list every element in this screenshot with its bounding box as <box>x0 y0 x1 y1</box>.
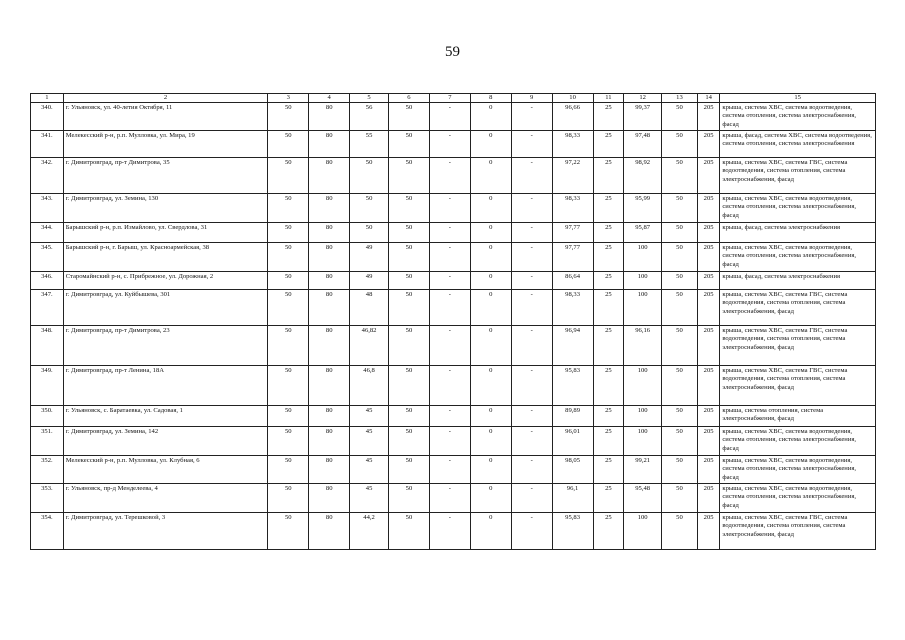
value-cell: 55 <box>350 131 389 158</box>
value-cell: 80 <box>309 484 350 513</box>
value-cell: 25 <box>593 131 624 158</box>
col-header: 5 <box>350 94 389 103</box>
value-cell: - <box>511 513 552 550</box>
value-cell: 46,8 <box>350 366 389 406</box>
value-cell: 205 <box>697 513 720 550</box>
value-cell: 205 <box>697 290 720 326</box>
value-cell: 89,89 <box>552 406 593 427</box>
table-row <box>31 366 876 406</box>
value-cell: 50 <box>268 103 309 131</box>
table-row <box>31 326 876 366</box>
col-header: 15 <box>720 94 876 103</box>
value-cell: - <box>429 223 470 243</box>
address-cell: г. Димитровград, ул. Куйбышева, 301 <box>63 290 268 326</box>
value-cell: 96,01 <box>552 427 593 456</box>
data-table <box>30 93 876 550</box>
value-cell: 50 <box>662 131 698 158</box>
row-number: 347. <box>31 290 64 326</box>
value-cell: 97,48 <box>624 131 662 158</box>
value-cell: 25 <box>593 272 624 290</box>
value-cell: 98,05 <box>552 456 593 484</box>
works-cell: крыша, система ХВС, система водоотведения, система отопления, система электроснабжения, фасад <box>720 456 876 484</box>
table-row <box>31 427 876 456</box>
value-cell: 50 <box>268 484 309 513</box>
col-header: 3 <box>268 94 309 103</box>
table-row <box>31 103 876 131</box>
value-cell: - <box>429 194 470 223</box>
value-cell: - <box>429 484 470 513</box>
value-cell: 98,92 <box>624 158 662 194</box>
value-cell: 0 <box>470 366 511 406</box>
address-cell: Мелекесский р-н, р.п. Мулловка, ул. Мира, 19 <box>63 131 268 158</box>
col-header: 10 <box>552 94 593 103</box>
value-cell: 80 <box>309 223 350 243</box>
works-cell: крыша, система ХВС, система ГВС, система водоотведения, система отопления, система электроснабжения, фасад <box>720 513 876 550</box>
value-cell: 50 <box>389 406 430 427</box>
value-cell: - <box>511 484 552 513</box>
value-cell: 80 <box>309 427 350 456</box>
row-number: 346. <box>31 272 64 290</box>
value-cell: 48 <box>350 290 389 326</box>
row-number: 342. <box>31 158 64 194</box>
works-cell: крыша, система ХВС, система водоотведения, система отопления, система электроснабжения, фасад <box>720 103 876 131</box>
table-row <box>31 484 876 513</box>
value-cell: 80 <box>309 326 350 366</box>
value-cell: 0 <box>470 406 511 427</box>
value-cell: 50 <box>268 272 309 290</box>
value-cell: - <box>429 513 470 550</box>
works-cell: крыша, система отопления, система электроснабжения, фасад <box>720 406 876 427</box>
value-cell: 80 <box>309 290 350 326</box>
works-cell: крыша, система ХВС, система водоотведения, система отопления, система электроснабжения, фасад <box>720 243 876 272</box>
value-cell: 80 <box>309 272 350 290</box>
works-cell: крыша, система ХВС, система водоотведения, система отопления, система электроснабжения, фасад <box>720 484 876 513</box>
value-cell: 25 <box>593 194 624 223</box>
table-row <box>31 272 876 290</box>
value-cell: 80 <box>309 456 350 484</box>
row-number: 354. <box>31 513 64 550</box>
address-cell: Старомайнский р-н, с. Прибрежное, ул. Дорожная, 2 <box>63 272 268 290</box>
row-number: 343. <box>31 194 64 223</box>
address-cell: Барышский р-н, р.п. Измайлово, ул. Свердлова, 31 <box>63 223 268 243</box>
value-cell: 25 <box>593 158 624 194</box>
value-cell: 95,83 <box>552 513 593 550</box>
value-cell: 46,82 <box>350 326 389 366</box>
value-cell: 0 <box>470 456 511 484</box>
value-cell: 45 <box>350 484 389 513</box>
value-cell: 50 <box>662 290 698 326</box>
address-cell: г. Димитровград, пр-т Ленина, 18А <box>63 366 268 406</box>
value-cell: - <box>511 158 552 194</box>
value-cell: 80 <box>309 243 350 272</box>
value-cell: 0 <box>470 513 511 550</box>
value-cell: 49 <box>350 272 389 290</box>
row-number: 345. <box>31 243 64 272</box>
value-cell: 98,33 <box>552 290 593 326</box>
table-row <box>31 406 876 427</box>
row-number: 348. <box>31 326 64 366</box>
value-cell: 50 <box>662 326 698 366</box>
value-cell: - <box>511 223 552 243</box>
value-cell: 50 <box>662 513 698 550</box>
value-cell: 45 <box>350 406 389 427</box>
value-cell: - <box>511 103 552 131</box>
value-cell: 205 <box>697 366 720 406</box>
value-cell: 99,37 <box>624 103 662 131</box>
value-cell: 0 <box>470 223 511 243</box>
address-cell: Мелекесский р-н, р.п. Мулловка, ул. Клубная, 6 <box>63 456 268 484</box>
value-cell: 25 <box>593 513 624 550</box>
value-cell: - <box>511 427 552 456</box>
value-cell: - <box>429 272 470 290</box>
col-header: 9 <box>511 94 552 103</box>
value-cell: 100 <box>624 290 662 326</box>
value-cell: 50 <box>389 513 430 550</box>
value-cell: 25 <box>593 103 624 131</box>
row-number: 351. <box>31 427 64 456</box>
value-cell: - <box>511 194 552 223</box>
address-cell: г. Ульяновск, пр-д Менделеева, 4 <box>63 484 268 513</box>
value-cell: 100 <box>624 406 662 427</box>
value-cell: 25 <box>593 243 624 272</box>
value-cell: 50 <box>389 326 430 366</box>
value-cell: 80 <box>309 366 350 406</box>
value-cell: 96,1 <box>552 484 593 513</box>
col-header: 6 <box>389 94 430 103</box>
value-cell: 45 <box>350 456 389 484</box>
value-cell: 0 <box>470 427 511 456</box>
value-cell: 0 <box>470 103 511 131</box>
works-cell: крыша, система ХВС, система ГВС, система водоотведения, система отопления, система электроснабжения, фасад <box>720 290 876 326</box>
value-cell: 50 <box>389 223 430 243</box>
table-row <box>31 513 876 550</box>
value-cell: 205 <box>697 194 720 223</box>
value-cell: 50 <box>350 194 389 223</box>
value-cell: 100 <box>624 243 662 272</box>
value-cell: 205 <box>697 484 720 513</box>
address-cell: Барышский р-н, г. Барыш, ул. Красноармейская, 38 <box>63 243 268 272</box>
address-cell: г. Ульяновск, ул. 40-летия Октября, 11 <box>63 103 268 131</box>
value-cell: - <box>429 103 470 131</box>
value-cell: 25 <box>593 326 624 366</box>
value-cell: - <box>429 290 470 326</box>
works-cell: крыша, система ХВС, система ГВС, система водоотведения, система отопления, система электроснабжения, фасад <box>720 366 876 406</box>
value-cell: 50 <box>662 366 698 406</box>
value-cell: - <box>511 366 552 406</box>
value-cell: 80 <box>309 513 350 550</box>
works-cell: крыша, система ХВС, система водоотведения, система отопления, система электроснабжения, фасад <box>720 194 876 223</box>
value-cell: 25 <box>593 223 624 243</box>
col-header: 4 <box>309 94 350 103</box>
col-header: 12 <box>624 94 662 103</box>
value-cell: 100 <box>624 427 662 456</box>
value-cell: 0 <box>470 194 511 223</box>
value-cell: 50 <box>268 290 309 326</box>
value-cell: 25 <box>593 366 624 406</box>
value-cell: 205 <box>697 131 720 158</box>
value-cell: 80 <box>309 131 350 158</box>
value-cell: 205 <box>697 243 720 272</box>
col-header: 8 <box>470 94 511 103</box>
value-cell: 50 <box>662 223 698 243</box>
row-number: 350. <box>31 406 64 427</box>
value-cell: 50 <box>350 223 389 243</box>
value-cell: 50 <box>662 427 698 456</box>
value-cell: 97,22 <box>552 158 593 194</box>
value-cell: 96,66 <box>552 103 593 131</box>
col-header: 11 <box>593 94 624 103</box>
address-cell: г. Ульяновск, с. Баратаевка, ул. Садовая, 1 <box>63 406 268 427</box>
value-cell: - <box>511 131 552 158</box>
value-cell: 0 <box>470 290 511 326</box>
value-cell: 50 <box>389 427 430 456</box>
value-cell: 95,87 <box>624 223 662 243</box>
value-cell: 80 <box>309 103 350 131</box>
value-cell: - <box>429 427 470 456</box>
value-cell: 50 <box>662 243 698 272</box>
row-number: 344. <box>31 223 64 243</box>
table-row <box>31 243 876 272</box>
value-cell: 205 <box>697 406 720 427</box>
value-cell: 50 <box>350 158 389 194</box>
page-number: 59 <box>445 44 460 60</box>
value-cell: 50 <box>662 158 698 194</box>
value-cell: 49 <box>350 243 389 272</box>
value-cell: 95,99 <box>624 194 662 223</box>
row-number: 341. <box>31 131 64 158</box>
value-cell: 50 <box>662 406 698 427</box>
works-cell: крыша, система ХВС, система ГВС, система водоотведения, система отопления, система электроснабжения, фасад <box>720 158 876 194</box>
value-cell: 50 <box>662 272 698 290</box>
col-header: 14 <box>697 94 720 103</box>
col-header: 1 <box>31 94 64 103</box>
value-cell: 50 <box>268 427 309 456</box>
works-cell: крыша, фасад, система электроснабжения <box>720 272 876 290</box>
works-cell: крыша, система ХВС, система ГВС, система водоотведения, система отопления, система электроснабжения, фасад <box>720 326 876 366</box>
value-cell: 50 <box>662 456 698 484</box>
value-cell: 50 <box>268 243 309 272</box>
works-cell: крыша, фасад, система электроснабжения <box>720 223 876 243</box>
value-cell: - <box>511 290 552 326</box>
value-cell: 50 <box>268 326 309 366</box>
value-cell: 56 <box>350 103 389 131</box>
value-cell: 50 <box>389 158 430 194</box>
value-cell: 50 <box>268 131 309 158</box>
value-cell: - <box>511 326 552 366</box>
value-cell: 80 <box>309 406 350 427</box>
value-cell: 99,21 <box>624 456 662 484</box>
value-cell: 100 <box>624 272 662 290</box>
value-cell: 50 <box>389 103 430 131</box>
value-cell: 100 <box>624 513 662 550</box>
value-cell: 0 <box>470 243 511 272</box>
value-cell: 205 <box>697 223 720 243</box>
value-cell: 97,77 <box>552 223 593 243</box>
table-row <box>31 194 876 223</box>
value-cell: 25 <box>593 456 624 484</box>
value-cell: 0 <box>470 131 511 158</box>
value-cell: 25 <box>593 406 624 427</box>
value-cell: 205 <box>697 456 720 484</box>
works-cell: крыша, система ХВС, система водоотведения, система отопления, система электроснабжения, фасад <box>720 427 876 456</box>
works-cell: крыша, фасад, система ХВС, система водоотведения, система отопления, система электроснабжения <box>720 131 876 158</box>
value-cell: 25 <box>593 427 624 456</box>
value-cell: 98,33 <box>552 131 593 158</box>
value-cell: 205 <box>697 158 720 194</box>
value-cell: 44,2 <box>350 513 389 550</box>
value-cell: 50 <box>268 223 309 243</box>
value-cell: - <box>429 456 470 484</box>
value-cell: - <box>511 456 552 484</box>
value-cell: 50 <box>389 290 430 326</box>
value-cell: 50 <box>662 194 698 223</box>
value-cell: 96,16 <box>624 326 662 366</box>
value-cell: 205 <box>697 103 720 131</box>
header-row <box>31 94 876 103</box>
address-cell: г. Димитровград, пр-т Димитрова, 23 <box>63 326 268 366</box>
table-row <box>31 290 876 326</box>
value-cell: - <box>429 131 470 158</box>
value-cell: 50 <box>268 366 309 406</box>
value-cell: 95,83 <box>552 366 593 406</box>
address-cell: г. Димитровград, пр-т Димитрова, 35 <box>63 158 268 194</box>
row-number: 349. <box>31 366 64 406</box>
value-cell: 205 <box>697 326 720 366</box>
value-cell: - <box>429 366 470 406</box>
address-cell: г. Димитровград, ул. Земина, 142 <box>63 427 268 456</box>
value-cell: 50 <box>268 513 309 550</box>
value-cell: 50 <box>389 456 430 484</box>
value-cell: 205 <box>697 272 720 290</box>
value-cell: 96,94 <box>552 326 593 366</box>
value-cell: 50 <box>389 243 430 272</box>
value-cell: 205 <box>697 427 720 456</box>
value-cell: 98,33 <box>552 194 593 223</box>
value-cell: 95,48 <box>624 484 662 513</box>
value-cell: 50 <box>662 103 698 131</box>
value-cell: - <box>429 406 470 427</box>
value-cell: 50 <box>268 194 309 223</box>
address-cell: г. Димитровград, ул. Терешковой, 3 <box>63 513 268 550</box>
value-cell: 25 <box>593 484 624 513</box>
value-cell: 50 <box>389 131 430 158</box>
table-row <box>31 456 876 484</box>
value-cell: - <box>511 406 552 427</box>
table-row <box>31 223 876 243</box>
table-row <box>31 131 876 158</box>
value-cell: 25 <box>593 290 624 326</box>
row-number: 352. <box>31 456 64 484</box>
value-cell: 86,64 <box>552 272 593 290</box>
col-header: 13 <box>662 94 698 103</box>
value-cell: 0 <box>470 272 511 290</box>
row-number: 353. <box>31 484 64 513</box>
value-cell: - <box>511 272 552 290</box>
value-cell: 50 <box>389 484 430 513</box>
value-cell: - <box>429 158 470 194</box>
value-cell: 50 <box>389 272 430 290</box>
col-header: 2 <box>63 94 268 103</box>
value-cell: 0 <box>470 484 511 513</box>
value-cell: 50 <box>268 158 309 194</box>
value-cell: 50 <box>389 366 430 406</box>
col-header: 7 <box>429 94 470 103</box>
value-cell: 80 <box>309 194 350 223</box>
value-cell: - <box>511 243 552 272</box>
value-cell: 45 <box>350 427 389 456</box>
row-number: 340. <box>31 103 64 131</box>
value-cell: 97,77 <box>552 243 593 272</box>
value-cell: - <box>429 243 470 272</box>
value-cell: 100 <box>624 366 662 406</box>
value-cell: 50 <box>268 456 309 484</box>
value-cell: 80 <box>309 158 350 194</box>
value-cell: 50 <box>268 406 309 427</box>
table-row <box>31 158 876 194</box>
value-cell: - <box>429 326 470 366</box>
value-cell: 0 <box>470 158 511 194</box>
address-cell: г. Димитровград, ул. Земина, 130 <box>63 194 268 223</box>
value-cell: 50 <box>389 194 430 223</box>
value-cell: 50 <box>662 484 698 513</box>
value-cell: 0 <box>470 326 511 366</box>
